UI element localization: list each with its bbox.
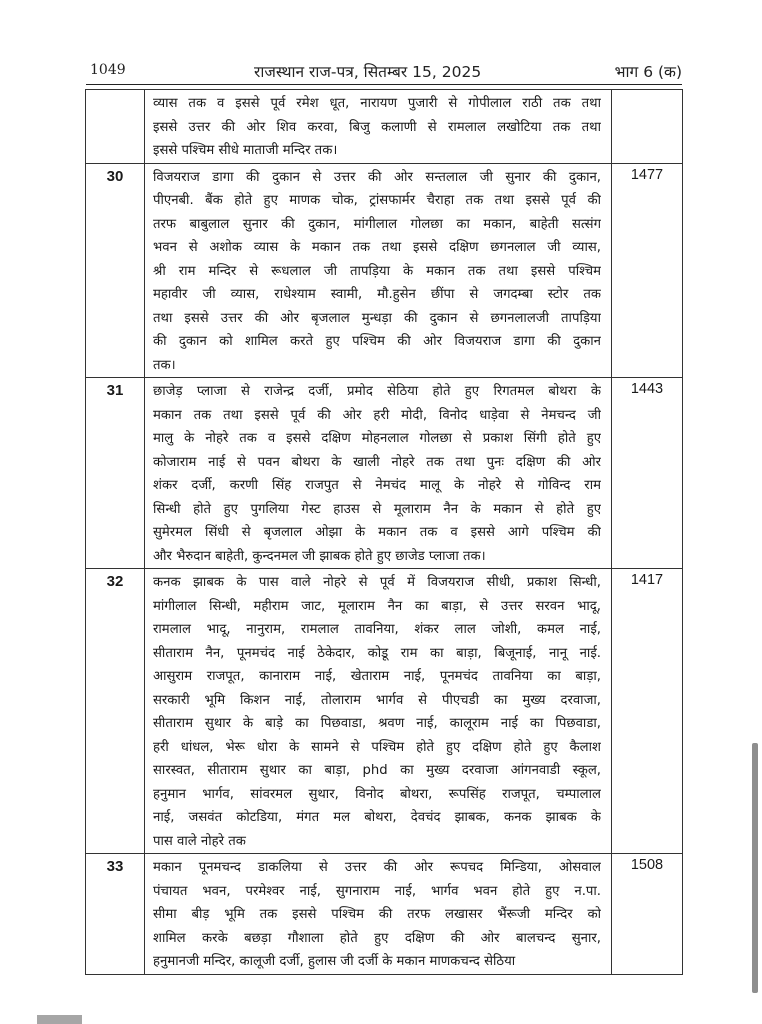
description-line: श्री राम मन्दिर से रूधलाल जी तापड़िया के मकान तक तथा इससे पश्चिम — [153, 263, 601, 279]
description-line: सारस्वत, सीताराम सुथार का बाड़ा, phd का मुख्य दरवाजा आंगनवाडी स्कूल, — [153, 763, 601, 778]
description-line: मकान पूनमचन्द डाकलिया से उत्तर की ओर रूपचद मिन्डिया, ओसवाल — [153, 860, 601, 875]
population-cell — [612, 378, 683, 569]
ward-number: 33 — [106, 858, 124, 875]
description-line: नाई, जसवंत कोटडिया, मंगत मल बोथरा, देवचंद झाबक, कनक झाबक के — [153, 810, 601, 825]
boundary-description-cell — [145, 163, 612, 378]
description-line: और भैरुदान बाहेती, कुन्दनमल जी झाबक होते हुए छाजेड प्लाजा तक। — [153, 548, 486, 564]
description-line: आसुराम राजपूत, कानाराम नाई, खेताराम नाई, पूनमचंद तावनिया का बाड़ा, — [153, 669, 601, 684]
description-line: हरी धांधल, भेरू धोरा के सामने से पश्चिम होते हुए दक्षिण होते हुए कैलाश — [153, 739, 601, 755]
table-row — [86, 378, 683, 569]
horizontal-scrollbar[interactable] — [37, 1015, 82, 1024]
description-line: मांगीलाल सिन्धी, महीराम जाट, मूलाराम नैन का बाड़ा, से उत्तर सरवन भादू, — [153, 598, 601, 614]
description-line: तरफ बाबुलाल सुनार की दुकान, मांगीलाल गोलछा का मकान, बाहेती सत्संग — [153, 216, 601, 232]
population-cell — [612, 854, 683, 975]
ward-number — [86, 90, 144, 94]
description-line: इससे उत्तर की ओर शिव करवा, बिजु कलाणी से रामलाल लखोटिया तक तथा — [153, 119, 601, 135]
table-row — [86, 163, 683, 378]
ward-number-cell — [86, 163, 145, 378]
ward-number: 31 — [106, 382, 124, 399]
population-value: 1508 — [630, 857, 664, 873]
description-line: व्यास तक व इससे पूर्व रमेश धूत, नारायण पुजारी से गोपीलाल राठी तक तथा — [153, 96, 601, 111]
description-line: सरकारी भूमि किशन नाई, तोलाराम भार्गव से पीएचडी का मुख्य दरवाजा, — [153, 692, 601, 708]
description-line: कोजाराम नाई से पवन बोथरा के खाली नोहरे तक तथा पुनः दक्षिण की ओर — [153, 454, 601, 470]
description-line: मकान तक तथा इससे पूर्व की ओर हरी मोदी, विनोद धाड़ेवा से नेमचन्द जी — [153, 407, 601, 423]
boundary-description-cell — [145, 854, 612, 975]
boundary-description-cell — [145, 378, 612, 569]
description-line: की दुकान को शामिल करते हुए पश्चिम की ओर विजयराज डागा की दुकान — [153, 334, 601, 349]
description-line: सीताराम सुथार के बाड़े का पिछवाडा, श्रवण नाई, कालूराम नाई का पिछवाडा, — [153, 716, 601, 731]
description-line: कनक झाबक के पास वाले नोहरे से पूर्व में विजयराज सीधी, प्रकाश सिन्धी, — [153, 575, 601, 590]
ward-number: 30 — [106, 167, 124, 185]
ward-number-cell — [86, 854, 145, 975]
population-cell — [612, 163, 683, 378]
description-line: सीमा बीड़ भूमि तक इससे पश्चिम की तरफ लखासर भैंरूजी मन्दिर को — [153, 907, 601, 922]
description-line: हनुमान भार्गव, सांवरमल सुथार, विनोद बोथरा, रूपसिंह राजपूत, चम्पालाल — [153, 786, 601, 802]
description-line: पीएनबी. बैंक होते हुए माणक चोक, ट्रांसफार्मर चैराहा तक तथा इससे पूर्व की — [153, 193, 601, 208]
boundary-description — [145, 378, 611, 568]
description-line: सुमेरमल सिंधी से बृजलाल ओझा के मकान तक व इससे आगे पश्चिम की — [153, 525, 601, 540]
description-line: तक। — [153, 357, 176, 373]
description-line: विजयराज डागा की दुकान से उत्तर की ओर सन्तलाल जी सुनार की दुकान, — [153, 169, 601, 185]
boundary-description — [145, 90, 611, 163]
page-header — [86, 58, 682, 85]
description-line: सीताराम नैन, पूनमचंद नाई ठेकेदार, कोडू राम का बाड़ा, बिजूनाई, नानू नाई. — [153, 645, 601, 661]
table-row — [86, 854, 683, 975]
table-row — [86, 569, 683, 854]
population-value: 1417 — [630, 572, 664, 588]
description-line: हनुमानजी मन्दिर, कालूजी दर्जी, हुलास जी दर्जी के मकान माणकचन्द सेठिया — [153, 954, 516, 969]
description-line: सिन्धी होते हुए पुगलिया गेस्ट हाउस से मूलाराम नैन के मकान से होते हुए — [153, 501, 601, 517]
population-value: 1443 — [630, 381, 664, 397]
gazette-title: राजस्थान राज-पत्र, सितम्बर 15, 2025 — [254, 63, 482, 81]
description-line: महावीर जी व्यास, राधेश्याम स्वामी, मौ.हुसेन छींपा से जगदम्बा स्टोर तक — [153, 287, 601, 302]
description-line: भवन से अशोक व्यास के मकान तक तथा इससे दक्षिण छगनलाल जी व्यास, — [153, 240, 601, 255]
population-cell — [612, 569, 683, 854]
boundary-description — [145, 164, 611, 378]
boundary-description-cell — [145, 90, 612, 164]
description-line: इससे पश्चिम सीधे माताजी मन्दिर तक। — [153, 143, 338, 158]
description-line: शंकर दर्जी, करणी सिंह राजपुत से नेमचंद मालू के नोहरे से गोविन्द राम — [153, 478, 601, 493]
ward-number-cell — [86, 378, 145, 569]
ward-number: 32 — [106, 573, 124, 590]
ward-number-cell — [86, 90, 145, 164]
description-line: पंचायत भवन, परमेश्वर नाई, सुगनाराम नाई, भार्गव भवन होते हुए न.पा. — [153, 883, 601, 899]
boundary-description-cell — [145, 569, 612, 854]
boundary-description — [145, 569, 611, 853]
description-line: तथा इससे उत्तर की ओर बृजलाल मुन्धड़ा की दुकान से छगनलालजी तापड़िया — [153, 310, 601, 326]
population-cell — [612, 90, 683, 164]
description-line: पास वाले नोहरे तक — [153, 833, 246, 849]
description-line: मालु के नोहरे तक व इससे दक्षिण मोहनलाल गोलछा से प्रकाश सिंगी होते हुए — [153, 431, 601, 446]
boundary-description — [145, 854, 611, 974]
ward-number-cell — [86, 569, 145, 854]
population-value: 1477 — [630, 166, 664, 183]
ward-boundary-table — [85, 89, 683, 975]
page-number: 1049 — [90, 62, 126, 78]
description-line: छाजेड़ प्लाजा से राजेन्द्र दर्जी, प्रमोद सेठिया होते हुए रिगतमल बोथरा के — [153, 384, 601, 399]
table-body — [86, 90, 683, 975]
description-line: शामिल करके बछड़ा गौशाला होते हुए दक्षिण की ओर बालचन्द सुनार, — [153, 930, 601, 946]
vertical-scrollbar[interactable] — [752, 743, 758, 993]
gazette-part: भाग 6 (क) — [614, 63, 682, 81]
table-row — [86, 90, 683, 164]
description-line: रामलाल भादू, नानुराम, रामलाल तावनिया, शंकर लाल जोशी, कमल नाई, — [153, 622, 601, 637]
